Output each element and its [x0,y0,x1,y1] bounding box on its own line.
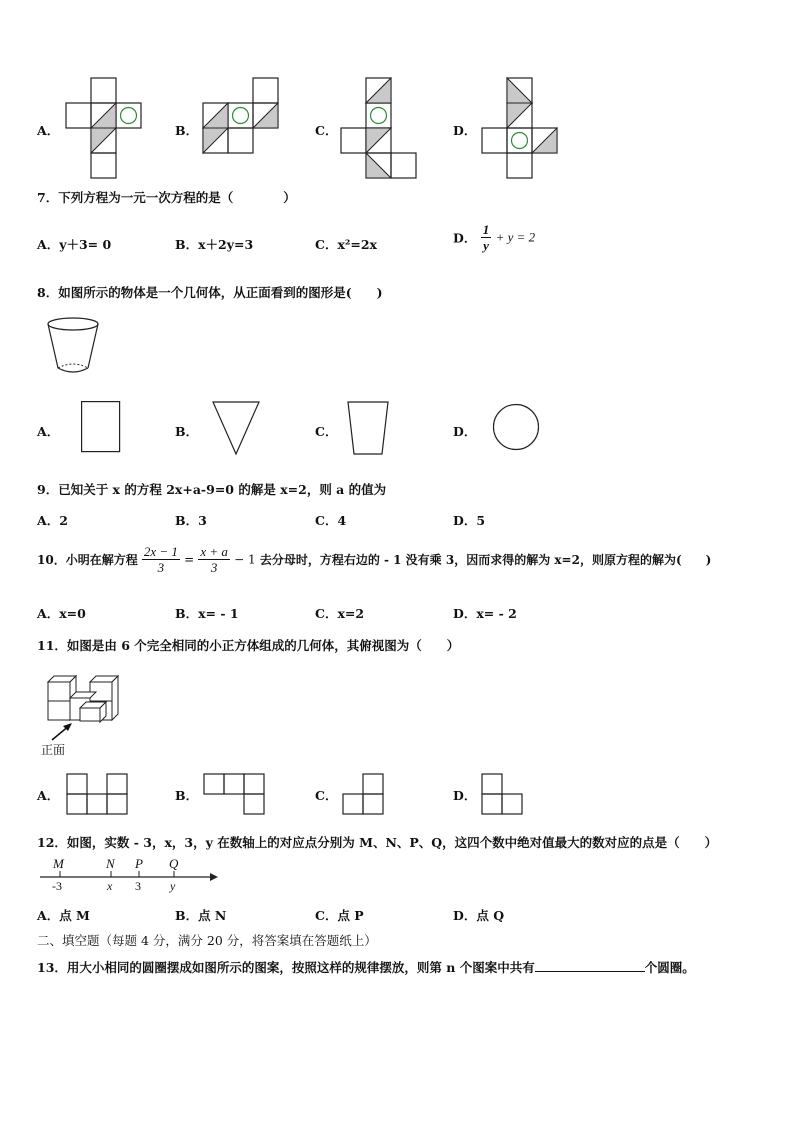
fraction-denominator: y [483,238,489,253]
option-label: D． [453,230,477,246]
option-label: B． [175,513,199,528]
q7-stem: 7．下列方程为一元一次方程的是（ ） [37,190,296,205]
option-text: y＋3= 0 [59,237,112,252]
q13-stem [37,958,695,976]
q11-option-a-label: A． [37,788,60,803]
q8-option-a-rectangle[interactable] [81,401,121,453]
q7-option-d[interactable] [453,222,535,253]
q10-stem [37,544,711,575]
point-q-value: y [170,879,176,893]
q8-option-b-label: B． [175,424,199,439]
option-text: 点 M [59,908,90,923]
q11-option-b-label: B． [175,788,199,803]
q6-option-c-net[interactable] [341,78,417,178]
option-label: B． [175,237,199,252]
option-text: x²=2x [337,237,378,252]
q8-option-b-inverted-triangle[interactable] [212,401,260,455]
number-line-axis [40,856,220,896]
q10-option-d[interactable] [453,604,517,622]
q11-option-b-grid[interactable] [203,773,265,815]
q8-option-c-label: C． [315,424,338,439]
point-p-value: 3 [135,879,141,893]
q6-option-d-label: D． [453,123,477,138]
q7-option-b[interactable] [175,235,253,253]
q7-option-a[interactable] [37,235,111,253]
option-text: + y = 2 [495,229,536,245]
q10-stem-after: 去分母时，方程右边的 - 1 没有乘 3，因而求得的解为 x=2，则原方程的解为( ) [259,553,712,567]
option-text: x=0 [59,606,86,621]
minus-one: − 1 [234,552,256,567]
option-text: x＋2y=3 [198,237,254,252]
front-direction-arrow [50,722,74,742]
point-p-label: P [135,856,143,871]
option-text: 3 [198,513,207,528]
q8-stem: 8．如图所示的物体是一个几何体，从正面看到的图形是( ) [37,285,383,300]
option-label: B． [175,606,199,621]
fraction-numerator: 1 [482,222,490,237]
fraction-numerator: 2x − 1 [143,544,178,559]
option-label: D． [453,513,477,528]
q6-option-c-label: C． [315,123,338,138]
fraction-denominator: 3 [157,560,165,575]
q9-option-b[interactable] [175,511,207,529]
point-n-value: x [107,879,113,893]
q8-option-d-circle[interactable] [492,403,540,451]
q6-option-a-label: A． [37,123,60,138]
option-text: x=2 [337,606,365,621]
q8-option-d-label: D． [453,424,477,439]
q12-option-a[interactable] [37,906,90,924]
q6-option-b-label: B． [175,123,199,138]
option-text: 5 [476,513,486,528]
q7-option-c[interactable] [315,235,377,253]
q11-stem: 11．如图是由 6 个完全相同的小正方体组成的几何体，其俯视图为（ ） [37,638,460,653]
option-label: D． [453,606,477,621]
option-label: A． [37,513,60,528]
q8-option-a-label: A． [37,424,60,439]
section-heading: 二、填空题（每题 4 分，满分 20 分，将答案填在答题纸上） [37,933,377,948]
q9-option-d[interactable] [453,511,485,529]
q9-option-a[interactable] [37,511,68,529]
option-label: B． [175,908,199,923]
q11-option-d-grid[interactable] [481,773,523,815]
q10-fraction-left [142,544,180,575]
answer-blank[interactable] [535,959,645,972]
q12-option-b[interactable] [175,906,226,924]
q11-option-c-label: C． [315,788,338,803]
q10-fraction-right [198,544,230,575]
q6-option-b-net[interactable] [203,78,279,154]
q9-stem: 9．已知关于 x 的方程 2x+a-9=0 的解是 x=2，则 a 的值为 [37,482,387,497]
option-text: 点 N [198,908,227,923]
q11-option-a-grid[interactable] [66,773,128,815]
point-q-label: Q [169,856,179,871]
q11-option-c-grid[interactable] [342,773,384,815]
q9-option-c[interactable] [315,511,346,529]
option-label: C． [315,606,338,621]
fraction-1-over-y [481,222,492,253]
q10-stem-before: 10．小明在解方程 [37,553,138,567]
point-m-value: -3 [52,879,62,893]
option-label: C． [315,513,338,528]
option-text: x= - 2 [476,606,517,621]
q8-option-c-trapezoid[interactable] [347,401,389,455]
equals-sign: = [184,552,195,567]
option-label: C． [315,908,338,923]
q11-option-d-label: D． [453,788,477,803]
q12-option-c[interactable] [315,906,364,924]
option-text: 点 Q [476,908,505,923]
point-m-label: M [53,856,64,871]
option-text: 2 [59,513,68,528]
option-label: A． [37,237,60,252]
option-label: A． [37,908,60,923]
option-text: 4 [337,513,347,528]
cup-solid-figure [45,316,101,374]
stacked-cubes-figure [44,668,124,722]
option-label: A． [37,606,60,621]
fraction-numerator: x + a [200,544,228,559]
q6-option-d-net[interactable] [482,78,558,178]
option-label: D． [453,908,477,923]
front-label: 正面 [41,743,66,757]
q12-stem: 12．如图，实数 - 3，x，3，y 在数轴上的对应点分别为 M、N、P、Q，这四个数中绝对值最大的数对应的点是（ ） [37,835,718,850]
point-n-label: N [106,856,115,871]
q13-stem-before: 13．用大小相同的圆圈摆成如图所示的图案，按照这样的规律摆放，则第 n 个图案中共有 [37,960,535,975]
option-text: x= - 1 [198,606,239,621]
q13-stem-after: 个圆圈。 [644,960,695,975]
q10-option-a[interactable] [37,604,86,622]
q10-option-c[interactable] [315,604,364,622]
q12-option-d[interactable] [453,906,504,924]
option-label: C． [315,237,338,252]
number-line [40,856,220,896]
option-text: 点 P [337,908,364,923]
fraction-denominator: 3 [210,560,218,575]
q6-option-a-net[interactable] [66,78,142,178]
q10-option-b[interactable] [175,604,239,622]
